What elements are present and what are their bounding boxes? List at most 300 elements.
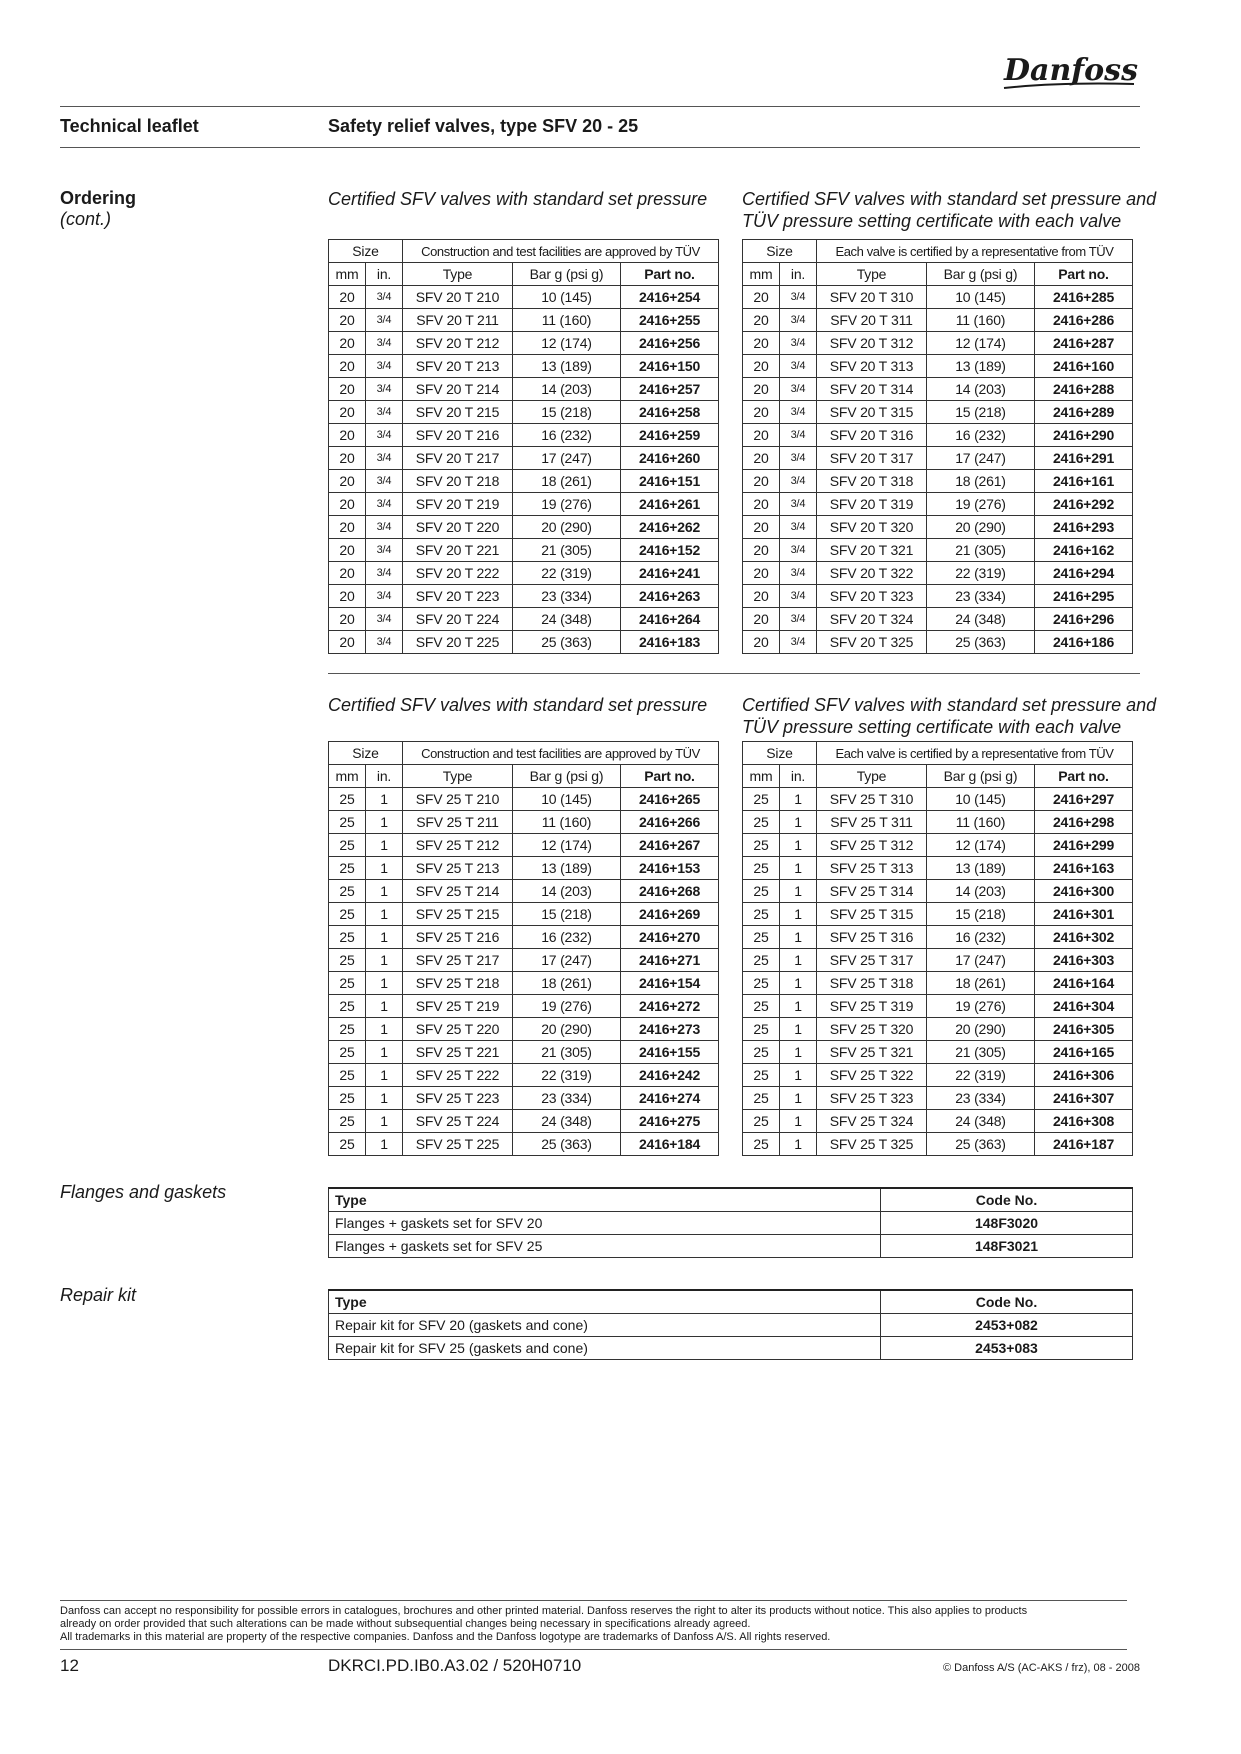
size-mm-cell: 20 [329,470,366,493]
size-in-cell: 3/4 [366,447,403,470]
part-no-cell: 2416+263 [621,585,719,608]
part-no-cell: 2416+254 [621,286,719,309]
table-row [743,332,1133,355]
part-no-cell: 2416+187 [1035,1133,1133,1156]
table-row [329,562,719,585]
table-row [743,1133,1133,1156]
type-cell: SFV 25 T 215 [403,903,513,926]
table-header-row [743,263,1133,286]
size-mm-cell: 25 [329,1041,366,1064]
part-no-header: Part no. [1035,263,1133,286]
table-row [329,949,719,972]
size-in-cell: 3/4 [780,355,817,378]
size-in-cell: 3/4 [780,631,817,654]
disclaimer [60,1605,1140,1644]
sfv20-standard-title: Certified SFV valves with standard set pressure [328,189,708,209]
type-cell: SFV 20 T 322 [817,562,927,585]
pressure-cell: 22 (319) [927,1064,1035,1087]
type-cell: SFV 25 T 317 [817,949,927,972]
document-title: Safety relief valves, type SFV 20 - 25 [328,116,639,136]
table-row [329,1133,719,1156]
size-in-cell: 1 [780,1087,817,1110]
table-row [743,949,1133,972]
flanges-header-row [329,1188,1133,1212]
table-row [329,516,719,539]
table-row [329,1337,1133,1360]
part-no-cell: 2416+269 [621,903,719,926]
part-no-cell: 2416+290 [1035,424,1133,447]
type-cell: SFV 25 T 314 [817,880,927,903]
size-header: Size [743,742,817,765]
part-no-cell: 2416+152 [621,539,719,562]
size-in-cell: 1 [366,1064,403,1087]
type-cell: SFV 25 T 311 [817,811,927,834]
part-no-cell: 2416+155 [621,1041,719,1064]
pressure-cell: 15 (218) [927,401,1035,424]
footer-rule-bottom [60,1649,1127,1650]
table-row [329,493,719,516]
part-no-cell: 2416+288 [1035,378,1133,401]
size-in-cell: 1 [780,926,817,949]
size-in-cell: 3/4 [366,309,403,332]
table-row [329,309,719,332]
pressure-cell: 19 (276) [513,995,621,1018]
pressure-cell: 19 (276) [927,995,1035,1018]
ordering-title: Ordering [60,188,137,208]
type-cell: SFV 25 T 217 [403,949,513,972]
size-header: Size [743,240,817,263]
part-no-cell: 2416+164 [1035,972,1133,995]
table-row [329,332,719,355]
part-no-cell: 2416+186 [1035,631,1133,654]
size-mm-cell: 20 [743,355,780,378]
table-row [743,811,1133,834]
flanges-section-label: Flanges and gaskets [60,1182,227,1202]
type-cell: SFV 20 T 225 [403,631,513,654]
pressure-cell: 20 (290) [927,516,1035,539]
size-in-cell: 3/4 [366,355,403,378]
part-no-cell: 2416+306 [1035,1064,1133,1087]
flanges-type-cell: Flanges + gaskets set for SFV 25 [329,1235,881,1258]
size-in-cell: 3/4 [780,332,817,355]
repair-code-cell: 2453+083 [881,1337,1133,1360]
sfv20-tuv-title-line2: TÜV pressure setting certificate with each valve [742,211,1122,231]
size-in-cell: 3/4 [366,585,403,608]
part-no-cell: 2416+272 [621,995,719,1018]
size-in-cell: 3/4 [780,309,817,332]
table-row [329,880,719,903]
sfv25-standard-table [328,741,719,1156]
part-no-cell: 2416+259 [621,424,719,447]
table-row [743,493,1133,516]
pressure-cell: 17 (247) [513,447,621,470]
size-in-cell: 1 [366,880,403,903]
type-cell: SFV 25 T 213 [403,857,513,880]
danfoss-logo [1000,44,1140,96]
size-mm-cell: 20 [743,631,780,654]
pressure-cell: 10 (145) [927,788,1035,811]
sfv25-tuv-table [742,741,1133,1156]
size-mm-cell: 25 [329,1018,366,1041]
part-no-cell: 2416+151 [621,470,719,493]
pressure-cell: 16 (232) [927,424,1035,447]
table-row [743,903,1133,926]
table-header-row [743,742,1133,765]
size-in-cell: 1 [366,834,403,857]
size-in-cell: 1 [780,995,817,1018]
danfoss-logo-text: Danfoss [1004,53,1138,88]
pressure-cell: 18 (261) [927,470,1035,493]
size-mm-cell: 20 [329,608,366,631]
pressure-cell: 15 (218) [513,903,621,926]
pressure-cell: 18 (261) [927,972,1035,995]
size-mm-cell: 20 [743,585,780,608]
size-mm-cell: 25 [743,1087,780,1110]
part-no-cell: 2416+260 [621,447,719,470]
size-in-cell: 1 [366,1133,403,1156]
table-header-row [329,240,719,263]
type-cell: SFV 20 T 218 [403,470,513,493]
part-no-cell: 2416+304 [1035,995,1133,1018]
repair-type-cell: Repair kit for SFV 25 (gaskets and cone) [329,1337,881,1360]
part-no-cell: 2416+163 [1035,857,1133,880]
part-no-header: Part no. [621,765,719,788]
size-mm-cell: 20 [329,309,366,332]
size-mm-cell: 20 [743,309,780,332]
type-cell: SFV 20 T 323 [817,585,927,608]
pressure-cell: 13 (189) [513,355,621,378]
part-no-cell: 2416+270 [621,926,719,949]
pressure-cell: 23 (334) [513,585,621,608]
type-cell: SFV 20 T 321 [817,539,927,562]
size-in-cell: 3/4 [780,470,817,493]
repair-header-row [329,1290,1133,1314]
pressure-cell: 25 (363) [927,1133,1035,1156]
pressure-cell: 12 (174) [927,332,1035,355]
size-mm-cell: 25 [329,949,366,972]
size-in-cell: 1 [366,1041,403,1064]
table-row [743,1018,1133,1041]
table-row [329,401,719,424]
pressure-cell: 20 (290) [513,516,621,539]
pressure-cell: 21 (305) [927,1041,1035,1064]
part-no-cell: 2416+242 [621,1064,719,1087]
table-row [329,811,719,834]
size-mm-cell: 25 [743,880,780,903]
part-no-cell: 2416+303 [1035,949,1133,972]
type-header: Type [403,263,513,286]
table-row [329,1041,719,1064]
table-row [329,447,719,470]
size-mm-cell: 25 [743,834,780,857]
table-row [329,1064,719,1087]
size-in-cell: 1 [366,926,403,949]
table-row [329,972,719,995]
pressure-cell: 15 (218) [513,401,621,424]
size-mm-cell: 20 [743,516,780,539]
size-in-cell: 3/4 [366,631,403,654]
header-rule-top [60,106,1140,107]
table-header-row [329,263,719,286]
size-in-cell: 1 [780,834,817,857]
pressure-cell: 24 (348) [513,608,621,631]
type-cell: SFV 25 T 321 [817,1041,927,1064]
in-header: in. [780,765,817,788]
table-row [743,447,1133,470]
header-rule-bottom [60,147,1140,148]
table-row [329,1110,719,1133]
type-cell: SFV 20 T 221 [403,539,513,562]
table-row [743,1110,1133,1133]
size-in-cell: 3/4 [780,378,817,401]
part-no-cell: 2416+274 [621,1087,719,1110]
table-row [743,608,1133,631]
pressure-cell: 17 (247) [927,949,1035,972]
pressure-cell: 20 (290) [513,1018,621,1041]
table-row [743,972,1133,995]
pressure-cell: 25 (363) [513,631,621,654]
pressure-cell: 23 (334) [513,1087,621,1110]
size-mm-cell: 20 [743,493,780,516]
size-in-cell: 3/4 [780,286,817,309]
size-in-cell: 1 [780,1064,817,1087]
pressure-cell: 23 (334) [927,1087,1035,1110]
section-divider [328,673,1140,674]
part-no-cell: 2416+275 [621,1110,719,1133]
pressure-cell: 12 (174) [513,332,621,355]
part-no-cell: 2416+296 [1035,608,1133,631]
table-row [743,355,1133,378]
pressure-cell: 23 (334) [927,585,1035,608]
size-mm-cell: 20 [329,355,366,378]
table-row [743,631,1133,654]
type-cell: SFV 25 T 320 [817,1018,927,1041]
size-in-cell: 1 [366,1110,403,1133]
size-in-cell: 1 [780,811,817,834]
type-cell: SFV 20 T 318 [817,470,927,493]
size-in-cell: 3/4 [366,424,403,447]
ordering-subtitle: (cont.) [60,209,112,229]
type-cell: SFV 25 T 219 [403,995,513,1018]
pressure-cell: 21 (305) [927,539,1035,562]
type-cell: SFV 25 T 313 [817,857,927,880]
pressure-cell: 14 (203) [513,880,621,903]
copyright: © Danfoss A/S (AC-AKS / frz), 08 - 2008 [942,1662,1140,1674]
part-no-cell: 2416+266 [621,811,719,834]
part-no-cell: 2416+154 [621,972,719,995]
size-mm-cell: 25 [743,1133,780,1156]
size-mm-cell: 25 [743,1018,780,1041]
part-no-cell: 2416+297 [1035,788,1133,811]
type-cell: SFV 25 T 210 [403,788,513,811]
part-no-cell: 2416+271 [621,949,719,972]
size-in-cell: 1 [780,1110,817,1133]
size-in-cell: 3/4 [780,424,817,447]
type-cell: SFV 20 T 312 [817,332,927,355]
part-no-cell: 2416+302 [1035,926,1133,949]
flanges-type-header: Type [329,1188,881,1212]
part-no-cell: 2416+153 [621,857,719,880]
size-in-cell: 3/4 [366,470,403,493]
table-header-row [329,765,719,788]
table-row [743,562,1133,585]
type-cell: SFV 25 T 310 [817,788,927,811]
size-mm-cell: 25 [329,880,366,903]
size-mm-cell: 20 [329,286,366,309]
size-mm-cell: 20 [743,378,780,401]
table-row [743,1041,1133,1064]
table-row [329,1087,719,1110]
size-mm-cell: 25 [329,1133,366,1156]
size-in-cell: 3/4 [366,562,403,585]
pressure-cell: 25 (363) [513,1133,621,1156]
size-header: Size [329,240,403,263]
pressure-cell: 10 (145) [927,286,1035,309]
size-in-cell: 1 [780,903,817,926]
size-mm-cell: 20 [329,401,366,424]
type-cell: SFV 25 T 221 [403,1041,513,1064]
size-mm-cell: 20 [329,332,366,355]
part-no-cell: 2416+183 [621,631,719,654]
table-row [329,608,719,631]
type-cell: SFV 20 T 222 [403,562,513,585]
size-in-cell: 1 [780,1133,817,1156]
size-in-cell: 3/4 [366,516,403,539]
pressure-cell: 22 (319) [513,562,621,585]
part-no-cell: 2416+161 [1035,470,1133,493]
table-row [743,378,1133,401]
size-in-cell: 1 [366,903,403,926]
size-mm-cell: 25 [743,972,780,995]
table-row [743,286,1133,309]
part-no-cell: 2416+255 [621,309,719,332]
part-no-cell: 2416+307 [1035,1087,1133,1110]
type-cell: SFV 20 T 313 [817,355,927,378]
table-row [329,834,719,857]
size-in-cell: 1 [780,880,817,903]
table-row [329,1018,719,1041]
type-cell: SFV 25 T 225 [403,1133,513,1156]
page-number: 12 [60,1656,79,1675]
sfv25-standard-title: Certified SFV valves with standard set pressure [328,695,708,715]
pressure-cell: 22 (319) [513,1064,621,1087]
part-no-cell: 2416+292 [1035,493,1133,516]
flanges-code-cell: 148F3020 [881,1212,1133,1235]
size-in-cell: 3/4 [780,585,817,608]
size-in-cell: 1 [366,972,403,995]
part-no-cell: 2416+287 [1035,332,1133,355]
pressure-cell: 18 (261) [513,470,621,493]
size-mm-cell: 25 [329,972,366,995]
type-header: Type [403,765,513,788]
part-no-cell: 2416+165 [1035,1041,1133,1064]
pressure-cell: 12 (174) [513,834,621,857]
size-in-cell: 3/4 [366,539,403,562]
part-no-cell: 2416+262 [621,516,719,539]
pressure-cell: 14 (203) [927,880,1035,903]
type-cell: SFV 20 T 211 [403,309,513,332]
approval-note: Construction and test facilities are approved by TÜV [403,742,719,765]
type-header: Type [817,263,927,286]
table-row [743,424,1133,447]
table-row [743,926,1133,949]
size-mm-cell: 25 [329,926,366,949]
table-row [329,857,719,880]
table-row [743,401,1133,424]
disclaimer-line-3: All trademarks in this material are property of the respective companies. Danfoss and the Danfoss logotype are trademarks of Danfoss A/S. All rights reserved. [60,1631,831,1643]
size-in-cell: 1 [780,972,817,995]
repair-code-cell: 2453+082 [881,1314,1133,1337]
type-cell: SFV 25 T 223 [403,1087,513,1110]
size-mm-cell: 25 [743,1110,780,1133]
flanges-code-cell: 148F3021 [881,1235,1133,1258]
size-mm-cell: 20 [329,539,366,562]
size-mm-cell: 25 [329,1110,366,1133]
table-row [329,286,719,309]
size-mm-cell: 25 [329,1064,366,1087]
type-cell: SFV 20 T 324 [817,608,927,631]
pressure-cell: 11 (160) [513,309,621,332]
table-row [329,355,719,378]
pressure-cell: 16 (232) [927,926,1035,949]
size-mm-cell: 25 [329,995,366,1018]
part-no-cell: 2416+289 [1035,401,1133,424]
part-no-cell: 2416+291 [1035,447,1133,470]
size-in-cell: 1 [780,788,817,811]
size-mm-cell: 20 [329,424,366,447]
size-mm-cell: 20 [329,493,366,516]
table-header-row [743,765,1133,788]
type-cell: SFV 25 T 315 [817,903,927,926]
part-no-cell: 2416+256 [621,332,719,355]
table-row [743,516,1133,539]
table-row [329,1314,1133,1337]
size-mm-cell: 20 [329,631,366,654]
pressure-cell: 11 (160) [513,811,621,834]
pressure-header: Bar g (psi g) [513,765,621,788]
type-cell: SFV 25 T 218 [403,972,513,995]
table-row [329,1235,1133,1258]
sfv25-tuv-title-line2: TÜV pressure setting certificate with each valve [742,717,1122,737]
part-no-cell: 2416+286 [1035,309,1133,332]
table-row [743,309,1133,332]
pressure-cell: 21 (305) [513,539,621,562]
pressure-header: Bar g (psi g) [513,263,621,286]
pressure-cell: 10 (145) [513,788,621,811]
type-cell: SFV 20 T 316 [817,424,927,447]
size-in-cell: 3/4 [780,539,817,562]
part-no-cell: 2416+265 [621,788,719,811]
type-cell: SFV 25 T 322 [817,1064,927,1087]
pressure-cell: 17 (247) [513,949,621,972]
size-mm-cell: 25 [743,926,780,949]
part-no-cell: 2416+301 [1035,903,1133,926]
size-mm-cell: 25 [329,1087,366,1110]
part-no-cell: 2416+150 [621,355,719,378]
table-row [329,1212,1133,1235]
type-cell: SFV 25 T 323 [817,1087,927,1110]
pressure-cell: 22 (319) [927,562,1035,585]
part-no-cell: 2416+305 [1035,1018,1133,1041]
size-mm-cell: 20 [743,286,780,309]
mm-header: mm [329,263,366,286]
pressure-cell: 16 (232) [513,424,621,447]
part-no-cell: 2416+258 [621,401,719,424]
size-in-cell: 1 [366,788,403,811]
type-cell: SFV 25 T 220 [403,1018,513,1041]
pressure-cell: 20 (290) [927,1018,1035,1041]
type-cell: SFV 20 T 214 [403,378,513,401]
